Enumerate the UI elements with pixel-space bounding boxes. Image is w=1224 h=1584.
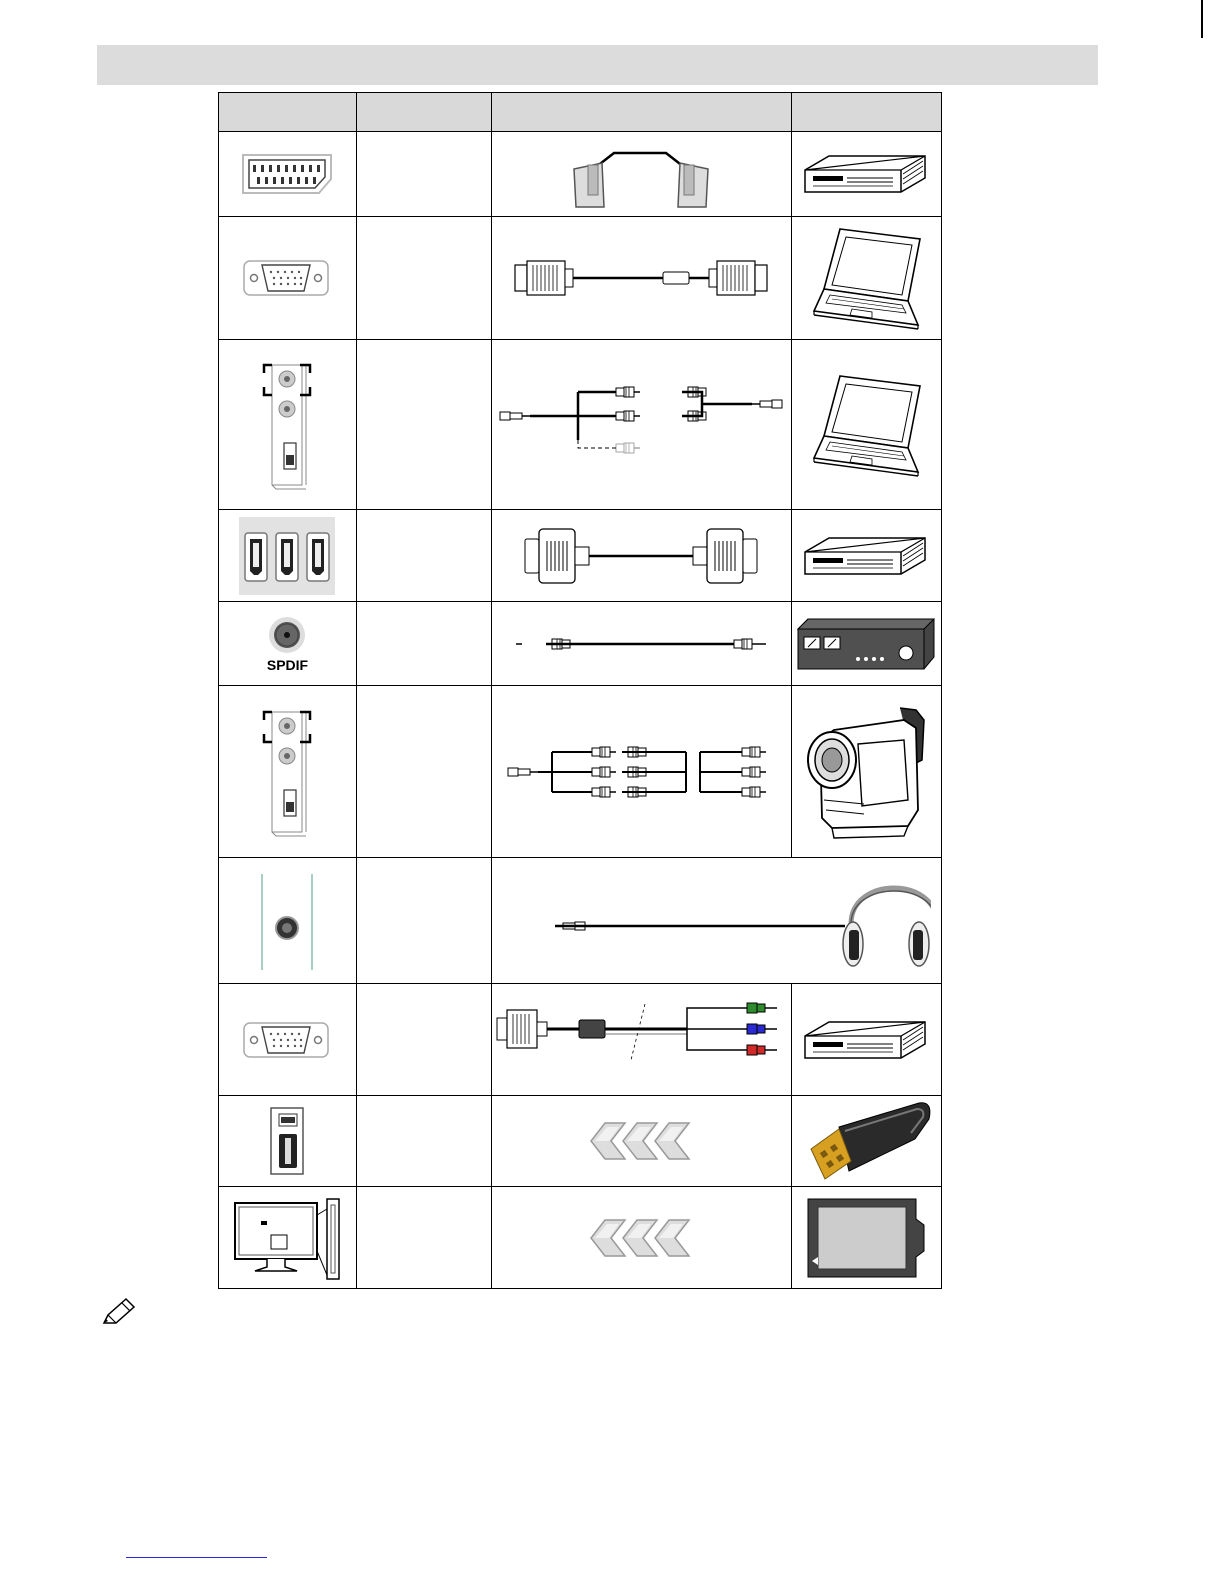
cable-cell (491, 132, 791, 217)
header-connector (219, 93, 357, 132)
dvd-player-icon (803, 534, 929, 578)
camcorder-icon (804, 700, 928, 844)
type-cell (356, 132, 491, 217)
usb-port-icon (267, 1106, 307, 1176)
top-rule (1201, 0, 1203, 38)
device-cell (791, 984, 941, 1096)
coaxial-cable-icon (516, 632, 766, 656)
device-cell (791, 510, 941, 602)
cable-cell (491, 984, 791, 1096)
device-cell (791, 1187, 941, 1289)
amplifier-icon (796, 617, 936, 671)
ci-slot-icon (231, 1195, 343, 1281)
device-cell (791, 602, 941, 686)
insert-arrows-icon (589, 1218, 693, 1258)
socket-cell (219, 1096, 357, 1187)
cable-cell (491, 602, 791, 686)
usb-flash-drive-icon (799, 1099, 933, 1183)
spdif-socket-icon (267, 615, 307, 655)
side-av-panel-icon (262, 704, 312, 840)
socket-cell (219, 858, 357, 984)
table-row (219, 1187, 942, 1289)
socket-cell (219, 602, 357, 686)
socket-cell (219, 132, 357, 217)
socket-cell (219, 1187, 357, 1289)
socket-cell (219, 510, 357, 602)
av-cable-icon (506, 742, 776, 802)
headphone-cable-icon (501, 866, 931, 976)
table-row (219, 1096, 942, 1187)
cable-cell (491, 1187, 791, 1289)
cable-cell (491, 217, 791, 340)
vga-socket-icon (242, 1015, 332, 1065)
laptop-icon (810, 225, 922, 331)
section-banner (97, 45, 1098, 85)
device-cell (791, 217, 941, 340)
hdmi-cable-icon (521, 523, 761, 589)
table-row (219, 132, 942, 217)
cable-cell (491, 686, 791, 858)
cable-cell (491, 858, 941, 984)
table-row (219, 217, 942, 340)
table-row (219, 510, 942, 602)
table-row (219, 858, 942, 984)
socket-cell (219, 984, 357, 1096)
header-cables (491, 93, 791, 132)
scart-cable-icon (566, 135, 716, 213)
scart-socket-icon (239, 151, 335, 197)
table-header-row (219, 93, 942, 132)
ypbpr-cable-icon (495, 1000, 787, 1080)
insert-arrows-icon (589, 1121, 693, 1161)
headphone-jack-icon (252, 866, 322, 976)
type-cell (356, 602, 491, 686)
cable-cell (491, 340, 791, 510)
type-cell (356, 1096, 491, 1187)
cam-module-icon (804, 1195, 928, 1281)
pc-audio-cable-icon (496, 380, 786, 470)
cable-cell (491, 1096, 791, 1187)
vga-socket-icon (242, 253, 332, 303)
type-cell (356, 217, 491, 340)
dvd-player-icon (803, 152, 929, 196)
header-type (356, 93, 491, 132)
hdmi-sockets-icon (239, 517, 335, 595)
device-cell (791, 686, 941, 858)
side-av-panel-icon (262, 357, 312, 493)
spdif-label: SPDIF (266, 656, 309, 673)
device-cell (791, 340, 941, 510)
footer-rule (126, 1557, 267, 1558)
laptop-icon (810, 372, 922, 478)
header-device (791, 93, 941, 132)
device-cell (791, 132, 941, 217)
socket-cell (219, 217, 357, 340)
device-cell (791, 1096, 941, 1187)
table-row (219, 686, 942, 858)
connection-table (218, 92, 942, 1289)
table-row (219, 340, 942, 510)
cable-cell (491, 510, 791, 602)
table-row (219, 602, 942, 686)
socket-cell (219, 340, 357, 510)
type-cell (356, 686, 491, 858)
dvd-player-icon (803, 1018, 929, 1062)
note-pencil-icon (100, 1297, 136, 1327)
table-row (219, 984, 942, 1096)
vga-cable-icon (511, 253, 771, 303)
type-cell (356, 510, 491, 602)
socket-cell (219, 686, 357, 858)
type-cell (356, 984, 491, 1096)
type-cell (356, 858, 491, 984)
type-cell (356, 340, 491, 510)
type-cell (356, 1187, 491, 1289)
